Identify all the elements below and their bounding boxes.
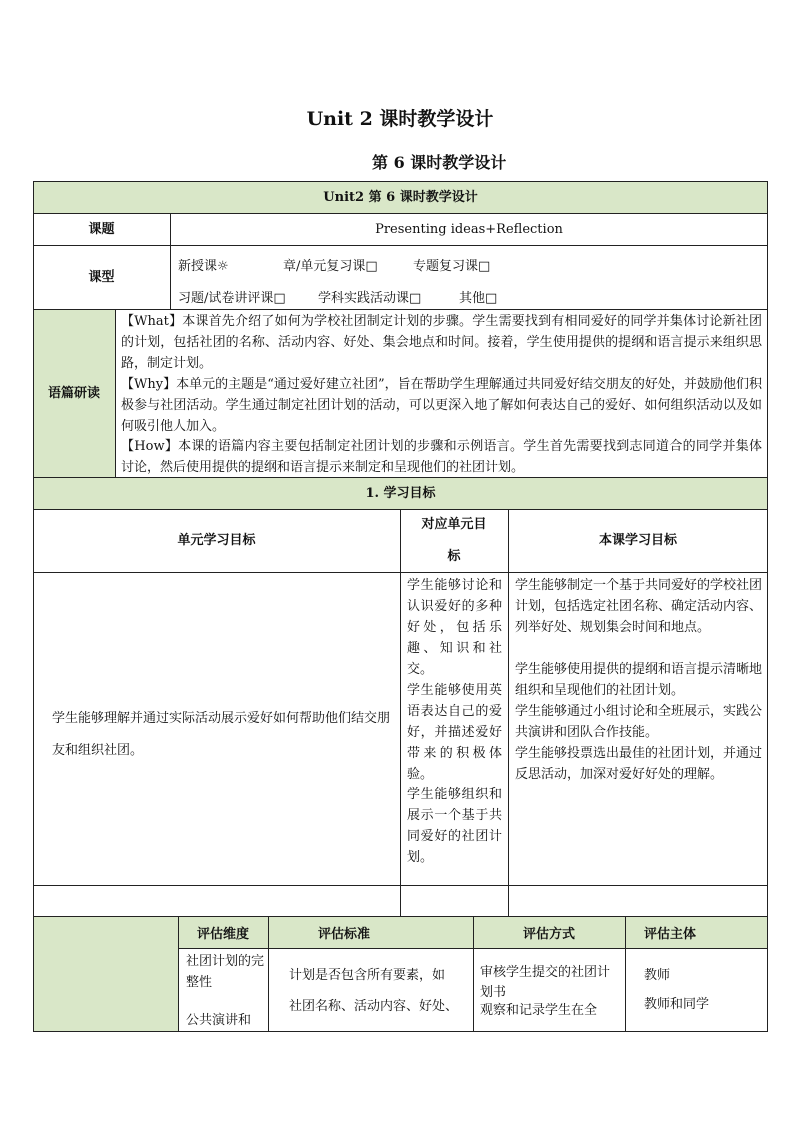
unit-goal-text: 学生能够理解并通过实际活动展示爱好如何帮助他们结交朋友和组织社团。 xyxy=(52,711,391,758)
type-option-practice: 学科实践活动课□ xyxy=(318,291,422,306)
page-subtitle: 第 6 课时教学设计 xyxy=(372,153,507,172)
reading-what: 【What】本课首先介绍了如何为学校社团制定计划的步骤。学生需要找到有相同爱好的同学并集体讨论新社团的计划，包括社团的名称、活动内容、好处、集会地点和时间。接着，学生使用提供的提纲和语言提示来组织思路，制定计划。 xyxy=(121,314,762,371)
assessment-subject: 教师 xyxy=(644,968,671,983)
table-line xyxy=(33,181,768,182)
col-unit-goal: 单元学习目标 xyxy=(177,533,256,548)
table-line xyxy=(115,309,116,477)
assessment-standard: 社团名称、活动内容、好处、 xyxy=(289,999,459,1014)
objectives-title: 1. 学习目标 xyxy=(365,486,436,501)
reading-why: 【Why】本单元的主题是“通过爱好建立社团”，旨在帮助学生理解通过共同爱好结交朋友的好处，并鼓励他们积极参与社团活动。学生通过制定社团计划的活动，可以更深入地了解如何表达自己的爱好、如何组织活动以及如何吸引他人加入。 xyxy=(121,377,762,434)
type-option-unit-review: 章/单元复习课□ xyxy=(283,259,378,274)
assessment-subject: 教师和同学 xyxy=(644,997,710,1012)
topic-label: 课题 xyxy=(88,222,115,237)
assessment-dimension: 社团计划的完整性 xyxy=(186,954,265,990)
reading-how: 【How】本课的语篇内容主要包括制定社团计划的步骤和示例语言。学生首先需要找到志同道合的同学并集体讨论，然后使用提供的提纲和语言提示来制定和呈现他们的社团计划。 xyxy=(121,439,762,475)
table-line xyxy=(33,916,768,917)
table-banner: Unit2 第 6 课时教学设计 xyxy=(323,190,478,205)
table-line xyxy=(400,509,401,916)
assessment-header-standard: 评估标准 xyxy=(318,927,371,942)
assessment-header-method: 评估方式 xyxy=(522,927,575,942)
assessment-left-cell xyxy=(33,916,178,1032)
assessment-header-subject: 评估主体 xyxy=(644,927,697,942)
assessment-standard: 计划是否包含所有要素，如 xyxy=(289,968,446,983)
type-option-exercise: 习题/试卷讲评课□ xyxy=(178,291,286,306)
table-line xyxy=(33,1031,768,1032)
corresponding-goal: 学生能够组织和展示一个基于共同爱好的社团计划。 xyxy=(407,787,502,865)
assessment-method: 审核学生提交的社团计划书 xyxy=(480,965,611,1000)
assessment-header-dimension: 评估维度 xyxy=(196,927,249,942)
assessment-dimension: 公共演讲和 xyxy=(186,1013,252,1028)
lesson-goal: 学生能够投票选出最佳的社团计划，并通过反思活动，加深对爱好好处的理解。 xyxy=(515,746,763,782)
table-line xyxy=(33,245,768,246)
col-lesson-goal: 本课学习目标 xyxy=(598,533,677,548)
col-corresponding-line1: 对应单元目 xyxy=(421,517,487,532)
reading-label: 语篇研读 xyxy=(47,386,100,401)
topic-value: Presenting ideas+Reflection xyxy=(375,222,563,237)
type-option-other: 其他□ xyxy=(459,291,498,306)
col-corresponding-line2: 标 xyxy=(447,549,461,564)
assessment-method: 观察和记录学生在全 xyxy=(480,1003,598,1018)
table-line xyxy=(33,213,768,214)
lesson-goal: 学生能够制定一个基于共同爱好的学校社团计划，包括选定社团名称、确定活动内容、列举好处、规划集会时间和地点。 xyxy=(515,578,763,635)
type-option-new: 新授课☼ xyxy=(178,259,229,274)
table-line xyxy=(508,509,509,916)
corresponding-goal: 学生能够使用英语表达自己的爱好，并描述爱好带来的积极体验。 xyxy=(407,683,502,782)
lesson-goal: 学生能够通过小组讨论和全班展示，实践公共演讲和团队合作技能。 xyxy=(515,704,763,740)
type-option-topic-review: 专题复习课□ xyxy=(413,259,491,274)
corresponding-goal: 学生能够讨论和认识爱好的多种好处，包括乐趣、知识和社交。 xyxy=(407,578,502,677)
table-line xyxy=(625,916,626,1032)
table-line xyxy=(268,916,269,1032)
table-line xyxy=(33,181,34,1032)
lesson-goal: 学生能够使用提供的提纲和语言提示清晰地组织和呈现他们的社团计划。 xyxy=(515,662,763,698)
table-line xyxy=(767,181,768,1032)
type-label: 课型 xyxy=(88,270,115,285)
table-line xyxy=(33,309,768,310)
page-title: Unit 2 课时教学设计 xyxy=(306,108,494,130)
